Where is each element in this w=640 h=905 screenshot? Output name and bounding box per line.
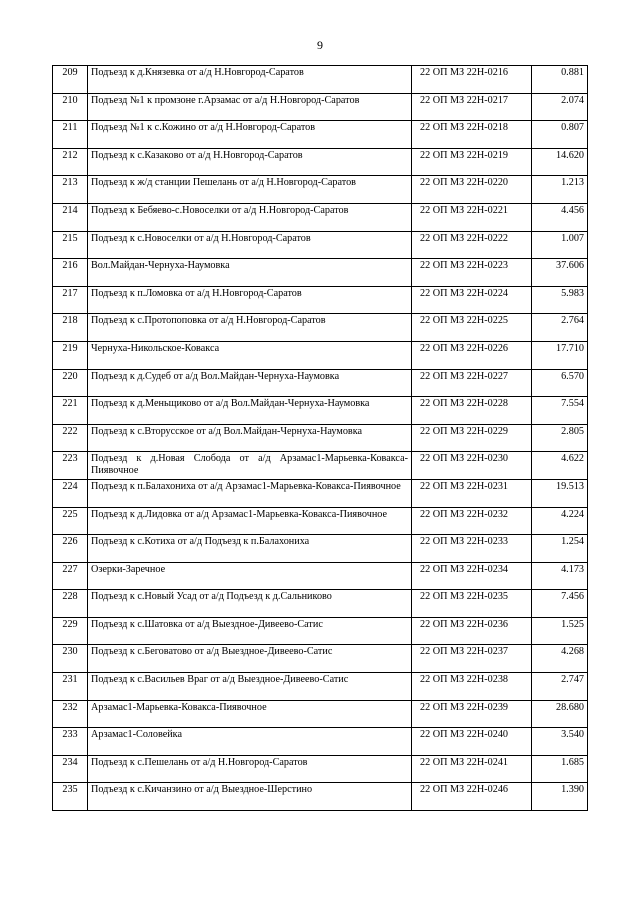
road-name-cell: Подъезд к с.Беговатово от а/д Выездное-Дивеево-Сатис bbox=[88, 645, 412, 673]
row-number-cell: 211 bbox=[53, 121, 88, 149]
road-length-cell: 7.554 bbox=[532, 397, 588, 425]
road-name-cell: Подъезд №1 к промзоне г.Арзамас от а/д Н.Новгород-Саратов bbox=[88, 93, 412, 121]
row-number-cell: 226 bbox=[53, 535, 88, 563]
row-number-cell: 213 bbox=[53, 176, 88, 204]
table-row bbox=[53, 259, 588, 287]
table-row bbox=[53, 121, 588, 149]
row-number-cell: 214 bbox=[53, 203, 88, 231]
table-row bbox=[53, 673, 588, 701]
road-name-cell: Подъезд к д.Князевка от а/д Н.Новгород-Саратов bbox=[88, 66, 412, 94]
road-name-cell: Арзамас1-Марьевка-Ковакса-Пиявочное bbox=[88, 700, 412, 728]
road-code-cell: 22 ОП МЗ 22Н-0237 bbox=[412, 645, 532, 673]
road-length-cell: 7.456 bbox=[532, 590, 588, 618]
table-row bbox=[53, 369, 588, 397]
road-code-cell: 22 ОП МЗ 22Н-0231 bbox=[412, 479, 532, 507]
row-number-cell: 230 bbox=[53, 645, 88, 673]
row-number-cell: 215 bbox=[53, 231, 88, 259]
row-number-cell: 220 bbox=[53, 369, 88, 397]
row-number-cell: 218 bbox=[53, 314, 88, 342]
road-code-cell: 22 ОП МЗ 22Н-0225 bbox=[412, 314, 532, 342]
road-name-cell: Подъезд к с.Кичанзино от а/д Выездное-Шерстино bbox=[88, 783, 412, 811]
row-number-cell: 227 bbox=[53, 562, 88, 590]
table-row bbox=[53, 341, 588, 369]
road-code-cell: 22 ОП МЗ 22Н-0224 bbox=[412, 286, 532, 314]
road-length-cell: 0.807 bbox=[532, 121, 588, 149]
road-length-cell: 1.254 bbox=[532, 535, 588, 563]
row-number-cell: 232 bbox=[53, 700, 88, 728]
roads-table bbox=[52, 65, 588, 811]
table-row bbox=[53, 424, 588, 452]
road-name-cell: Подъезд к с.Протопоповка от а/д Н.Новгород-Саратов bbox=[88, 314, 412, 342]
table-row bbox=[53, 397, 588, 425]
road-code-cell: 22 ОП МЗ 22Н-0232 bbox=[412, 507, 532, 535]
road-name-cell: Арзамас1-Соловейка bbox=[88, 728, 412, 756]
road-code-cell: 22 ОП МЗ 22Н-0226 bbox=[412, 341, 532, 369]
road-name-cell: Подъезд к с.Вторусское от а/д Вол.Майдан-Чернуха-Наумовка bbox=[88, 424, 412, 452]
row-number-cell: 222 bbox=[53, 424, 88, 452]
road-length-cell: 14.620 bbox=[532, 148, 588, 176]
road-name-cell: Подъезд к с.Васильев Враг от а/д Выездное-Дивеево-Сатис bbox=[88, 673, 412, 701]
road-code-cell: 22 ОП МЗ 22Н-0229 bbox=[412, 424, 532, 452]
table-row bbox=[53, 700, 588, 728]
road-length-cell: 2.805 bbox=[532, 424, 588, 452]
row-number-cell: 209 bbox=[53, 66, 88, 94]
road-name-cell: Подъезд к п.Балахониха от а/д Арзамас1-Марьевка-Ковакса-Пиявочное bbox=[88, 479, 412, 507]
road-length-cell: 6.570 bbox=[532, 369, 588, 397]
road-length-cell: 4.622 bbox=[532, 452, 588, 480]
row-number-cell: 228 bbox=[53, 590, 88, 618]
road-name-cell: Подъезд №1 к с.Кожино от а/д Н.Новгород-Саратов bbox=[88, 121, 412, 149]
row-number-cell: 224 bbox=[53, 479, 88, 507]
road-name-cell: Озерки-Заречное bbox=[88, 562, 412, 590]
row-number-cell: 221 bbox=[53, 397, 88, 425]
road-length-cell: 4.224 bbox=[532, 507, 588, 535]
road-name-cell: Чернуха-Никольское-Ковакса bbox=[88, 341, 412, 369]
road-code-cell: 22 ОП МЗ 22Н-0216 bbox=[412, 66, 532, 94]
road-length-cell: 1.007 bbox=[532, 231, 588, 259]
road-name-cell: Подъезд к д.Новая Слобода от а/д Арзамас1-Марьевка-Ковакса-Пиявочное bbox=[88, 452, 412, 480]
road-code-cell: 22 ОП МЗ 22Н-0246 bbox=[412, 783, 532, 811]
road-code-cell: 22 ОП МЗ 22Н-0217 bbox=[412, 93, 532, 121]
table-row bbox=[53, 755, 588, 783]
road-name-cell: Подъезд к с.Казаково от а/д Н.Новгород-Саратов bbox=[88, 148, 412, 176]
table-row bbox=[53, 562, 588, 590]
table-row bbox=[53, 231, 588, 259]
road-length-cell: 4.268 bbox=[532, 645, 588, 673]
road-name-cell: Подъезд к с.Пешелань от а/д Н.Новгород-Саратов bbox=[88, 755, 412, 783]
road-name-cell: Подъезд к с.Новый Усад от а/д Подъезд к д.Сальниково bbox=[88, 590, 412, 618]
road-code-cell: 22 ОП МЗ 22Н-0223 bbox=[412, 259, 532, 287]
row-number-cell: 229 bbox=[53, 617, 88, 645]
row-number-cell: 234 bbox=[53, 755, 88, 783]
road-length-cell: 17.710 bbox=[532, 341, 588, 369]
road-code-cell: 22 ОП МЗ 22Н-0228 bbox=[412, 397, 532, 425]
road-length-cell: 1.525 bbox=[532, 617, 588, 645]
row-number-cell: 223 bbox=[53, 452, 88, 480]
road-length-cell: 2.747 bbox=[532, 673, 588, 701]
row-number-cell: 210 bbox=[53, 93, 88, 121]
road-code-cell: 22 ОП МЗ 22Н-0241 bbox=[412, 755, 532, 783]
table-row bbox=[53, 783, 588, 811]
table-row bbox=[53, 148, 588, 176]
road-length-cell: 1.685 bbox=[532, 755, 588, 783]
page-number: 9 bbox=[317, 38, 323, 52]
road-length-cell: 5.983 bbox=[532, 286, 588, 314]
row-number-cell: 225 bbox=[53, 507, 88, 535]
road-name-cell: Подъезд к д.Судеб от а/д Вол.Майдан-Чернуха-Наумовка bbox=[88, 369, 412, 397]
table-row bbox=[53, 535, 588, 563]
road-code-cell: 22 ОП МЗ 22Н-0221 bbox=[412, 203, 532, 231]
road-length-cell: 1.213 bbox=[532, 176, 588, 204]
road-name-cell: Подъезд к д.Меньщиково от а/д Вол.Майдан-Чернуха-Наумовка bbox=[88, 397, 412, 425]
road-name-cell: Подъезд к с.Шатовка от а/д Выездное-Дивеево-Сатис bbox=[88, 617, 412, 645]
road-length-cell: 28.680 bbox=[532, 700, 588, 728]
table-row bbox=[53, 617, 588, 645]
road-length-cell: 1.390 bbox=[532, 783, 588, 811]
road-code-cell: 22 ОП МЗ 22Н-0233 bbox=[412, 535, 532, 563]
road-code-cell: 22 ОП МЗ 22Н-0220 bbox=[412, 176, 532, 204]
road-length-cell: 4.173 bbox=[532, 562, 588, 590]
road-name-cell: Подъезд к п.Ломовка от а/д Н.Новгород-Саратов bbox=[88, 286, 412, 314]
table-row bbox=[53, 728, 588, 756]
table-row bbox=[53, 479, 588, 507]
row-number-cell: 216 bbox=[53, 259, 88, 287]
table-row bbox=[53, 203, 588, 231]
road-length-cell: 19.513 bbox=[532, 479, 588, 507]
road-code-cell: 22 ОП МЗ 22Н-0230 bbox=[412, 452, 532, 480]
table-row bbox=[53, 590, 588, 618]
roads-table-body bbox=[53, 66, 588, 811]
road-code-cell: 22 ОП МЗ 22Н-0227 bbox=[412, 369, 532, 397]
road-length-cell: 3.540 bbox=[532, 728, 588, 756]
road-code-cell: 22 ОП МЗ 22Н-0222 bbox=[412, 231, 532, 259]
road-name-cell: Подъезд к с.Новоселки от а/д Н.Новгород-Саратов bbox=[88, 231, 412, 259]
road-length-cell: 2.074 bbox=[532, 93, 588, 121]
road-code-cell: 22 ОП МЗ 22Н-0238 bbox=[412, 673, 532, 701]
row-number-cell: 233 bbox=[53, 728, 88, 756]
table-row bbox=[53, 314, 588, 342]
table-row bbox=[53, 176, 588, 204]
road-code-cell: 22 ОП МЗ 22Н-0235 bbox=[412, 590, 532, 618]
road-name-cell: Подъезд к с.Котиха от а/д Подъезд к п.Балахониха bbox=[88, 535, 412, 563]
table-row bbox=[53, 645, 588, 673]
table-row bbox=[53, 66, 588, 94]
road-code-cell: 22 ОП МЗ 22Н-0239 bbox=[412, 700, 532, 728]
road-name-cell: Подъезд к Бебяево-с.Новоселки от а/д Н.Новгород-Саратов bbox=[88, 203, 412, 231]
road-code-cell: 22 ОП МЗ 22Н-0236 bbox=[412, 617, 532, 645]
road-length-cell: 2.764 bbox=[532, 314, 588, 342]
road-length-cell: 37.606 bbox=[532, 259, 588, 287]
table-row bbox=[53, 286, 588, 314]
road-code-cell: 22 ОП МЗ 22Н-0240 bbox=[412, 728, 532, 756]
road-code-cell: 22 ОП МЗ 22Н-0234 bbox=[412, 562, 532, 590]
road-length-cell: 0.881 bbox=[532, 66, 588, 94]
road-code-cell: 22 ОП МЗ 22Н-0218 bbox=[412, 121, 532, 149]
road-name-cell: Вол.Майдан-Чернуха-Наумовка bbox=[88, 259, 412, 287]
row-number-cell: 217 bbox=[53, 286, 88, 314]
road-name-cell: Подъезд к ж/д станции Пешелань от а/д Н.Новгород-Саратов bbox=[88, 176, 412, 204]
row-number-cell: 212 bbox=[53, 148, 88, 176]
table-row bbox=[53, 93, 588, 121]
row-number-cell: 231 bbox=[53, 673, 88, 701]
road-length-cell: 4.456 bbox=[532, 203, 588, 231]
road-name-cell: Подъезд к д.Лидовка от а/д Арзамас1-Марьевка-Ковакса-Пиявочное bbox=[88, 507, 412, 535]
row-number-cell: 219 bbox=[53, 341, 88, 369]
row-number-cell: 235 bbox=[53, 783, 88, 811]
table-row bbox=[53, 507, 588, 535]
road-code-cell: 22 ОП МЗ 22Н-0219 bbox=[412, 148, 532, 176]
table-row bbox=[53, 452, 588, 480]
